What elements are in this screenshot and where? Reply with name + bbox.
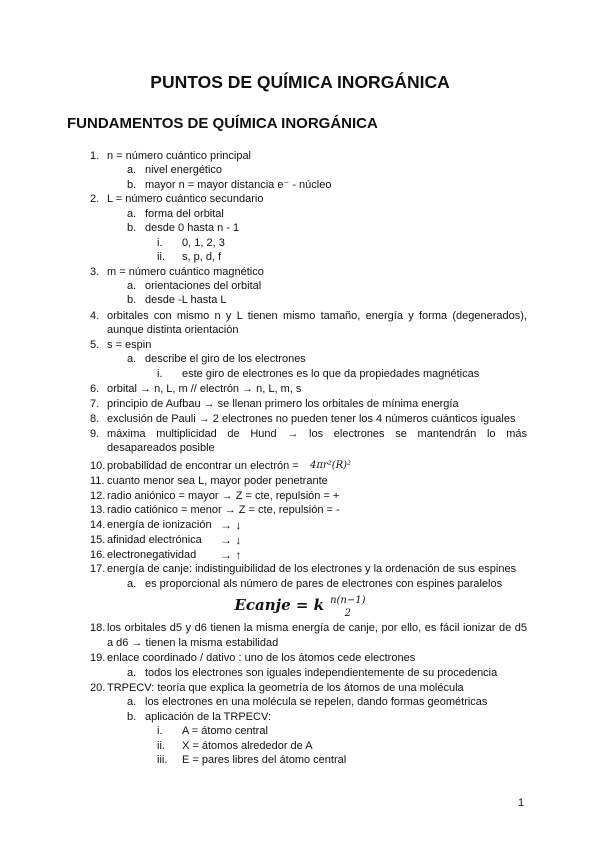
list-marker: 4.: [90, 310, 100, 322]
list-marker: ii.: [157, 251, 165, 263]
list-item-text: electronegatividad: [107, 549, 197, 561]
list-item-text: enlace coordinado / dativo : uno de los átomos cede electrones: [107, 652, 416, 664]
list-item-text: orbital → n, L, m // electrón → n, L, m, s: [107, 383, 302, 395]
list-marker: 9.: [90, 428, 100, 440]
list-marker: a.: [127, 208, 137, 220]
list-item-text: s = espin: [107, 339, 152, 351]
document-title: PUNTOS DE QUÍMICA INORGÁNICA: [150, 72, 450, 92]
list-item-text: aplicación de la TRPECV:: [145, 711, 271, 723]
list-item-text: energía de canje: indistinguibilidad de los electrones y la ordenación de sus espines: [107, 563, 517, 575]
list-marker: 12.: [90, 490, 106, 502]
trend-arrow-icon: → ↑: [220, 548, 242, 562]
list-marker: 20.: [90, 682, 106, 694]
list-marker: b.: [127, 711, 137, 723]
list-marker: 5.: [90, 339, 100, 351]
list-marker: 3.: [90, 266, 100, 278]
list-item-text: a d6 → tienen la misma estabilidad: [107, 637, 279, 649]
list-item-text: orientaciones del orbital: [145, 280, 262, 292]
list-item-text: principio de Aufbau → se llenan primero los orbitales de mínima energía: [107, 398, 459, 410]
list-item-text: probabilidad de encontrar un electrón =: [107, 460, 299, 472]
list-item-text: radio catiónico = menor → Z = cte, repulsión = -: [107, 504, 340, 516]
list-marker: a.: [127, 578, 137, 590]
list-marker: 18.: [90, 622, 106, 634]
list-item-text: desapareados posible: [107, 442, 215, 454]
formula-exponent: [330, 596, 365, 619]
list-marker: 11.: [90, 475, 105, 487]
list-marker: 13.: [90, 504, 106, 516]
list-item-text: orbitales con mismo n y L tienen mismo tamaño, energía y forma (degenerados),: [107, 310, 527, 322]
list-marker: i.: [157, 237, 163, 249]
list-marker: a.: [127, 280, 137, 292]
list-item-text: desde -L hasta L: [145, 294, 227, 306]
list-marker: a.: [127, 353, 137, 365]
page-number: 1: [518, 797, 525, 809]
list-marker: a.: [127, 696, 137, 708]
list-marker: 16.: [90, 549, 106, 561]
list-marker: 19.: [90, 652, 106, 664]
list-marker: b.: [127, 222, 137, 234]
exchange-energy-formula: [0, 596, 600, 619]
list-item-text: E = pares libres del átomo central: [182, 754, 347, 766]
list-marker: iii.: [157, 754, 168, 766]
list-item-text: 0, 1, 2, 3: [182, 237, 225, 249]
list-item-text: s, p, d, f: [182, 251, 222, 263]
formula-lhs: Ecanje = k: [234, 596, 325, 614]
list-item-text: mayor n = mayor distancia e⁻ - núcleo: [145, 179, 332, 191]
list-marker: i.: [157, 368, 163, 380]
list-marker: i.: [157, 725, 163, 737]
list-item-text: máxima multiplicidad de Hund → los electrones se mantendrán lo más: [107, 428, 527, 440]
list-item-text: TRPECV: teoría que explica la geometría de los átomos de una molécula: [107, 682, 464, 694]
list-item-text: los electrones en una molécula se repelen, dando formas geométricas: [145, 696, 488, 708]
trend-arrow-icon: → ↓: [220, 533, 242, 547]
list-marker: 17.: [90, 563, 106, 575]
exponent-numerator: n(n−1): [330, 595, 366, 606]
list-item-text: es proporcional als número de pares de electrones con espines paralelos: [145, 578, 503, 590]
list-marker: 10.: [90, 460, 106, 472]
list-item-text: nivel energético: [145, 164, 223, 176]
list-marker: 1.: [90, 150, 100, 162]
list-item-text: m = número cuántico magnético: [107, 266, 264, 278]
list-marker: 6.: [90, 383, 100, 395]
list-item-text: los orbitales d5 y d6 tienen la misma energía de canje, por ello, es fácil ionizar de d5: [107, 622, 527, 634]
list-marker: a.: [127, 164, 137, 176]
list-marker: 14.: [90, 519, 106, 531]
list-item-text: describe el giro de los electrones: [145, 353, 306, 365]
list-item-text: afinidad electrónica: [107, 534, 202, 546]
list-item-text: energía de ionización: [107, 519, 212, 531]
list-item-text: radio aniónico = mayor → Z = cte, repulsión = +: [107, 490, 340, 502]
list-item-text: forma del orbital: [145, 208, 224, 220]
list-item-text: n = número cuántico principal: [107, 150, 251, 162]
list-item-text: exclusión de Pauli → 2 electrones no pueden tener los 4 números cuánticos iguales: [107, 413, 516, 425]
trend-arrow-icon: → ↓: [220, 518, 242, 532]
list-item-text: X = átomos alrededor de A: [182, 740, 313, 752]
list-item-text: cuanto menor sea L, mayor poder penetrante: [107, 475, 328, 487]
list-item-text: este giro de electrones es lo que da propiedades magnéticas: [182, 368, 480, 380]
section-heading: FUNDAMENTOS DE QUÍMICA INORGÁNICA: [67, 115, 378, 132]
list-marker: 7.: [90, 398, 100, 410]
exponent-denominator: 2: [344, 608, 351, 619]
list-item-text: L = número cuántico secundario: [107, 193, 264, 205]
list-marker: b.: [127, 294, 137, 306]
list-marker: b.: [127, 179, 137, 191]
list-marker: a.: [127, 667, 137, 679]
list-marker: 8.: [90, 413, 100, 425]
list-item-text: desde 0 hasta n - 1: [145, 222, 240, 234]
probability-formula: 4πr²(R)²: [310, 460, 352, 471]
list-marker: ii.: [157, 740, 165, 752]
list-item-text: A = átomo central: [182, 725, 268, 737]
list-marker: 15.: [90, 534, 106, 546]
list-item-text: aunque distinta orientación: [107, 324, 239, 336]
list-marker: 2.: [90, 193, 100, 205]
list-item-text: todos los electrones son iguales independientemente de su procedencia: [145, 667, 498, 679]
